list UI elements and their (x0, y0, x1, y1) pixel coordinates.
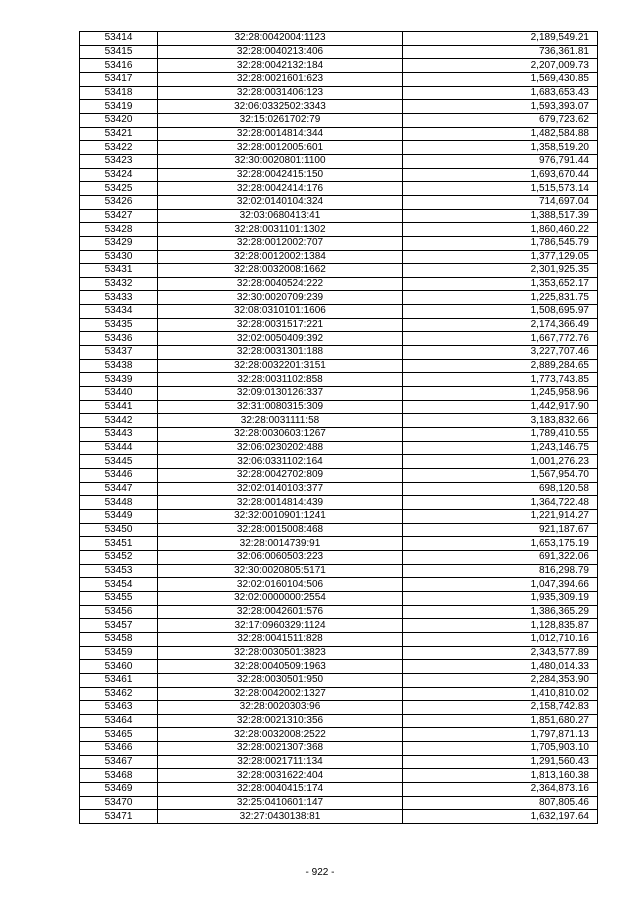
table-row (80, 113, 598, 127)
row-number-cell: 53418 (80, 86, 158, 100)
value-cell: 1,860,460.22 (403, 223, 598, 237)
table-row (80, 86, 598, 100)
cadastral-number-cell: 32:28:0014814:344 (158, 127, 403, 141)
table-row (80, 332, 598, 346)
cadastral-number-cell: 32:28:0040213:406 (158, 45, 403, 59)
cadastral-number-cell: 32:28:0042702:809 (158, 469, 403, 483)
table-row (80, 223, 598, 237)
table-row (80, 72, 598, 86)
value-cell: 1,786,545.79 (403, 236, 598, 250)
cadastral-number-cell: 32:28:0042004:1123 (158, 32, 403, 46)
value-cell: 2,301,925.35 (403, 264, 598, 278)
cadastral-number-cell: 32:28:0031111:58 (158, 414, 403, 428)
value-cell: 2,284,353.90 (403, 673, 598, 687)
row-number-cell: 53430 (80, 250, 158, 264)
row-number-cell: 53454 (80, 578, 158, 592)
value-cell: 1,225,831.75 (403, 291, 598, 305)
table-row (80, 673, 598, 687)
value-cell: 1,128,835.87 (403, 619, 598, 633)
cadastral-number-cell: 32:27:0430138:81 (158, 810, 403, 824)
cadastral-number-cell: 32:28:0032201:3151 (158, 359, 403, 373)
row-number-cell: 53441 (80, 400, 158, 414)
value-cell: 1,515,573.14 (403, 182, 598, 196)
cadastral-number-cell: 32:28:0040415:174 (158, 783, 403, 797)
table-row (80, 141, 598, 155)
table-row (80, 59, 598, 73)
row-number-cell: 53426 (80, 195, 158, 209)
value-cell: 1,773,743.85 (403, 373, 598, 387)
table-row (80, 509, 598, 523)
cadastral-value-table (79, 31, 598, 824)
cadastral-number-cell: 32:32:0010901:1241 (158, 509, 403, 523)
value-cell: 2,174,366.49 (403, 318, 598, 332)
row-number-cell: 53421 (80, 127, 158, 141)
value-cell: 1,789,410.55 (403, 428, 598, 442)
value-cell: 2,207,009.73 (403, 59, 598, 73)
table-row (80, 783, 598, 797)
cadastral-number-cell: 32:28:0042132:184 (158, 59, 403, 73)
cadastral-number-cell: 32:06:0060503:223 (158, 550, 403, 564)
table-row (80, 45, 598, 59)
cadastral-number-cell: 32:02:0140104:324 (158, 195, 403, 209)
table-row (80, 632, 598, 646)
row-number-cell: 53463 (80, 701, 158, 715)
table-row (80, 728, 598, 742)
row-number-cell: 53461 (80, 673, 158, 687)
row-number-cell: 53435 (80, 318, 158, 332)
table-row (80, 646, 598, 660)
row-number-cell: 53440 (80, 387, 158, 401)
row-number-cell: 53439 (80, 373, 158, 387)
row-number-cell: 53423 (80, 154, 158, 168)
row-number-cell: 53469 (80, 783, 158, 797)
row-number-cell: 53456 (80, 605, 158, 619)
value-cell: 1,569,430.85 (403, 72, 598, 86)
page-number: - 922 - (305, 867, 335, 878)
table-row (80, 591, 598, 605)
value-cell: 698,120.58 (403, 482, 598, 496)
row-number-cell: 53444 (80, 441, 158, 455)
value-cell: 1,813,160.38 (403, 769, 598, 783)
value-cell: 2,364,873.16 (403, 783, 598, 797)
value-cell: 3,227,707.46 (403, 346, 598, 360)
row-number-cell: 53455 (80, 591, 158, 605)
value-cell: 2,158,742.83 (403, 701, 598, 715)
row-number-cell: 53433 (80, 291, 158, 305)
value-cell: 3,183,832.66 (403, 414, 598, 428)
value-cell: 1,797,871.13 (403, 728, 598, 742)
cadastral-number-cell: 32:06:0331102:164 (158, 455, 403, 469)
table-row (80, 400, 598, 414)
cadastral-number-cell: 32:28:0012002:1384 (158, 250, 403, 264)
row-number-cell: 53415 (80, 45, 158, 59)
row-number-cell: 53419 (80, 100, 158, 114)
cadastral-number-cell: 32:28:0040524:222 (158, 277, 403, 291)
row-number-cell: 53427 (80, 209, 158, 223)
value-cell: 1,693,670.44 (403, 168, 598, 182)
row-number-cell: 53450 (80, 523, 158, 537)
table-row (80, 469, 598, 483)
table-row (80, 605, 598, 619)
row-number-cell: 53447 (80, 482, 158, 496)
cadastral-number-cell: 32:06:0230202:488 (158, 441, 403, 455)
value-cell: 2,189,549.21 (403, 32, 598, 46)
table-row (80, 455, 598, 469)
table-row (80, 482, 598, 496)
cadastral-number-cell: 32:28:0020303:96 (158, 701, 403, 715)
value-cell: 1,358,519.20 (403, 141, 598, 155)
row-number-cell: 53432 (80, 277, 158, 291)
row-number-cell: 53471 (80, 810, 158, 824)
row-number-cell: 53429 (80, 236, 158, 250)
table-row (80, 305, 598, 319)
cadastral-number-cell: 32:15:0261702:79 (158, 113, 403, 127)
table-row (80, 32, 598, 46)
value-cell: 1,935,309.19 (403, 591, 598, 605)
cadastral-number-cell: 32:28:0042415:150 (158, 168, 403, 182)
value-cell: 1,245,958.96 (403, 387, 598, 401)
row-number-cell: 53428 (80, 223, 158, 237)
table-row (80, 742, 598, 756)
cadastral-number-cell: 32:28:0042414:176 (158, 182, 403, 196)
table-row (80, 250, 598, 264)
value-cell: 1,851,680.27 (403, 714, 598, 728)
table-row (80, 195, 598, 209)
cadastral-number-cell: 32:09:0130126:337 (158, 387, 403, 401)
value-cell: 679,723.62 (403, 113, 598, 127)
table-row (80, 291, 598, 305)
row-number-cell: 53468 (80, 769, 158, 783)
table-row (80, 550, 598, 564)
value-cell: 1,291,560.43 (403, 755, 598, 769)
cadastral-number-cell: 32:28:0014814:439 (158, 496, 403, 510)
value-cell: 1,567,954.70 (403, 469, 598, 483)
table-row (80, 428, 598, 442)
cadastral-number-cell: 32:28:0031102:858 (158, 373, 403, 387)
cadastral-number-cell: 32:28:0021307:368 (158, 742, 403, 756)
table-row (80, 154, 598, 168)
value-cell: 1,683,653.43 (403, 86, 598, 100)
cadastral-number-cell: 32:06:0332502:3343 (158, 100, 403, 114)
row-number-cell: 53436 (80, 332, 158, 346)
table-row (80, 687, 598, 701)
row-number-cell: 53451 (80, 537, 158, 551)
cadastral-number-cell: 32:03:0680413:41 (158, 209, 403, 223)
value-cell: 816,298.79 (403, 564, 598, 578)
cadastral-number-cell: 32:28:0041511:828 (158, 632, 403, 646)
table-row (80, 100, 598, 114)
cadastral-number-cell: 32:30:0020709:239 (158, 291, 403, 305)
cadastral-number-cell: 32:02:0000000:2554 (158, 591, 403, 605)
row-number-cell: 53453 (80, 564, 158, 578)
table-row (80, 755, 598, 769)
table-row (80, 796, 598, 810)
row-number-cell: 53445 (80, 455, 158, 469)
cadastral-number-cell: 32:28:0032008:2522 (158, 728, 403, 742)
table-row (80, 564, 598, 578)
cadastral-number-cell: 32:25:0410601:147 (158, 796, 403, 810)
table-row (80, 578, 598, 592)
cadastral-number-cell: 32:28:0031622:404 (158, 769, 403, 783)
table-row (80, 660, 598, 674)
table-row (80, 523, 598, 537)
value-cell: 1,482,584.88 (403, 127, 598, 141)
cadastral-number-cell: 32:28:0021711:134 (158, 755, 403, 769)
row-number-cell: 53460 (80, 660, 158, 674)
value-cell: 1,442,917.90 (403, 400, 598, 414)
table-row (80, 441, 598, 455)
value-cell: 1,410,810.02 (403, 687, 598, 701)
table-row (80, 769, 598, 783)
value-cell: 921,187.67 (403, 523, 598, 537)
row-number-cell: 53449 (80, 509, 158, 523)
value-cell: 2,343,577.89 (403, 646, 598, 660)
value-cell: 807,805.46 (403, 796, 598, 810)
value-cell: 736,361.81 (403, 45, 598, 59)
table-row (80, 359, 598, 373)
cadastral-number-cell: 32:28:0031101:1302 (158, 223, 403, 237)
table-row (80, 346, 598, 360)
table-body (80, 32, 598, 824)
table-row (80, 127, 598, 141)
table-row (80, 810, 598, 824)
value-cell: 714,697.04 (403, 195, 598, 209)
cadastral-number-cell: 32:30:0020801:1100 (158, 154, 403, 168)
table-row (80, 168, 598, 182)
table-row (80, 182, 598, 196)
cadastral-number-cell: 32:08:0310101:1606 (158, 305, 403, 319)
value-cell: 1,667,772.76 (403, 332, 598, 346)
value-cell: 1,632,197.64 (403, 810, 598, 824)
table-row (80, 277, 598, 291)
row-number-cell: 53434 (80, 305, 158, 319)
cadastral-number-cell: 32:28:0042601:576 (158, 605, 403, 619)
table-row (80, 318, 598, 332)
table-row (80, 236, 598, 250)
row-number-cell: 53457 (80, 619, 158, 633)
cadastral-number-cell: 32:28:0030501:3823 (158, 646, 403, 660)
value-cell: 1,353,652.17 (403, 277, 598, 291)
table-row (80, 373, 598, 387)
row-number-cell: 53422 (80, 141, 158, 155)
value-cell: 1,221,914.27 (403, 509, 598, 523)
row-number-cell: 53466 (80, 742, 158, 756)
cadastral-number-cell: 32:28:0042002:1327 (158, 687, 403, 701)
row-number-cell: 53438 (80, 359, 158, 373)
row-number-cell: 53470 (80, 796, 158, 810)
row-number-cell: 53452 (80, 550, 158, 564)
row-number-cell: 53414 (80, 32, 158, 46)
cadastral-number-cell: 32:28:0012002:707 (158, 236, 403, 250)
value-cell: 1,508,695.97 (403, 305, 598, 319)
cadastral-number-cell: 32:28:0014739:91 (158, 537, 403, 551)
row-number-cell: 53465 (80, 728, 158, 742)
cadastral-number-cell: 32:28:0031517:221 (158, 318, 403, 332)
table-row (80, 209, 598, 223)
value-cell: 1,388,517.39 (403, 209, 598, 223)
cadastral-number-cell: 32:28:0030501:950 (158, 673, 403, 687)
value-cell: 1,593,393.07 (403, 100, 598, 114)
cadastral-number-cell: 32:02:0050409:392 (158, 332, 403, 346)
value-cell: 1,047,394.66 (403, 578, 598, 592)
table-row (80, 714, 598, 728)
table-row (80, 537, 598, 551)
value-cell: 2,889,284.65 (403, 359, 598, 373)
value-cell: 1,705,903.10 (403, 742, 598, 756)
row-number-cell: 53446 (80, 469, 158, 483)
value-cell: 976,791.44 (403, 154, 598, 168)
cadastral-number-cell: 32:28:0040509:1963 (158, 660, 403, 674)
row-number-cell: 53464 (80, 714, 158, 728)
row-number-cell: 53442 (80, 414, 158, 428)
row-number-cell: 53417 (80, 72, 158, 86)
cadastral-number-cell: 32:31:0080315:309 (158, 400, 403, 414)
cadastral-number-cell: 32:28:0032008:1662 (158, 264, 403, 278)
row-number-cell: 53459 (80, 646, 158, 660)
row-number-cell: 53416 (80, 59, 158, 73)
value-cell: 1,243,146.75 (403, 441, 598, 455)
cadastral-number-cell: 32:17:0960329:1124 (158, 619, 403, 633)
row-number-cell: 53424 (80, 168, 158, 182)
value-cell: 1,012,710.16 (403, 632, 598, 646)
value-cell: 1,653,175.19 (403, 537, 598, 551)
value-cell: 1,386,365.29 (403, 605, 598, 619)
cadastral-number-cell: 32:28:0030603:1267 (158, 428, 403, 442)
value-cell: 1,364,722.48 (403, 496, 598, 510)
table-row (80, 701, 598, 715)
table-row (80, 414, 598, 428)
row-number-cell: 53431 (80, 264, 158, 278)
row-number-cell: 53420 (80, 113, 158, 127)
cadastral-number-cell: 32:30:0020805:5171 (158, 564, 403, 578)
table-row (80, 264, 598, 278)
cadastral-number-cell: 32:02:0160104:506 (158, 578, 403, 592)
cadastral-number-cell: 32:28:0012005:601 (158, 141, 403, 155)
row-number-cell: 53458 (80, 632, 158, 646)
cadastral-number-cell: 32:28:0021601:623 (158, 72, 403, 86)
table-row (80, 496, 598, 510)
value-cell: 1,377,129.05 (403, 250, 598, 264)
cadastral-number-cell: 32:28:0021310:356 (158, 714, 403, 728)
row-number-cell: 53443 (80, 428, 158, 442)
table-row (80, 387, 598, 401)
cadastral-number-cell: 32:28:0031406:123 (158, 86, 403, 100)
value-cell: 691,322.06 (403, 550, 598, 564)
row-number-cell: 53425 (80, 182, 158, 196)
cadastral-number-cell: 32:28:0015008:468 (158, 523, 403, 537)
table-row (80, 619, 598, 633)
row-number-cell: 53467 (80, 755, 158, 769)
value-cell: 1,480,014.33 (403, 660, 598, 674)
row-number-cell: 53462 (80, 687, 158, 701)
cadastral-number-cell: 32:28:0031301:188 (158, 346, 403, 360)
row-number-cell: 53448 (80, 496, 158, 510)
row-number-cell: 53437 (80, 346, 158, 360)
cadastral-number-cell: 32:02:0140103:377 (158, 482, 403, 496)
value-cell: 1,001,276.23 (403, 455, 598, 469)
